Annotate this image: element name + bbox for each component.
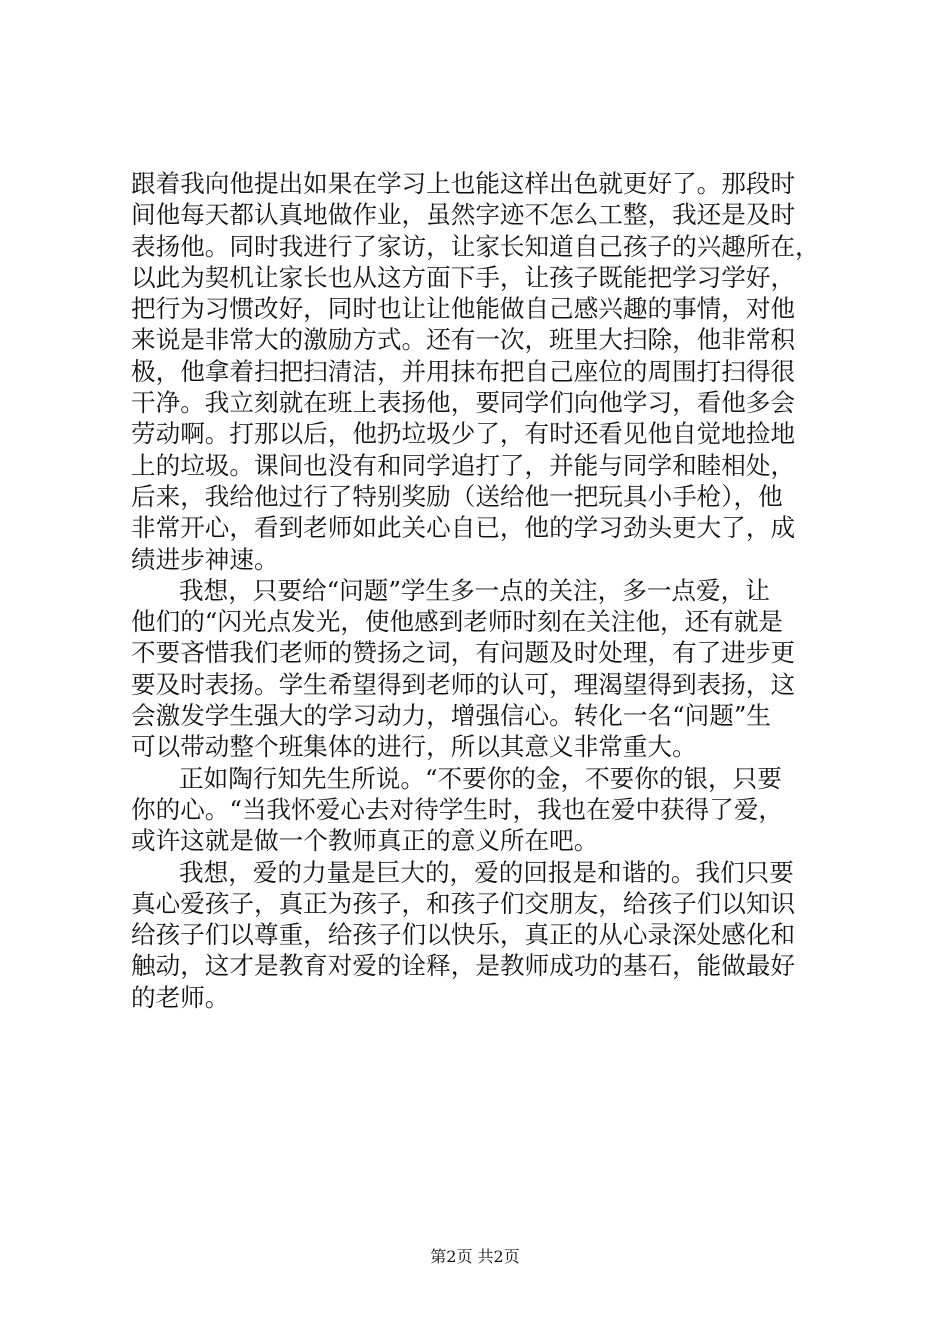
text-line: 跟着我向他提出如果在学习上也能这样出色就更好了。那段时: [131, 169, 796, 198]
text-line: 不要吝惜我们老师的赞扬之词，有问题及时处理，有了进步更: [131, 638, 796, 668]
text-line: 或许这就是做一个教师真正的意义所在吧。: [131, 826, 599, 856]
text-line: 来说是非常大的激励方式。还有一次，班里大扫除，他非常积: [131, 325, 796, 355]
body-text: [131, 168, 831, 1013]
text-line: 触动，这才是教育对爱的诠释，是教师成功的基石，能做最好: [131, 951, 796, 981]
text-line: 劳动啊。打那以后，他扔垃圾少了，有时还看见他自觉地捡地: [131, 419, 796, 449]
paragraph-start-line: 正如陶行知先生所说。“不要你的金，不要你的银，只要: [179, 763, 782, 793]
text-line: 把行为习惯改好，同时也让让他能做自己感兴趣的事情，对他: [131, 294, 796, 324]
text-line: 上的垃圾。课间也没有和同学追打了，并能与同学和睦相处，: [131, 450, 796, 480]
text-line: 以此为契机让家长也从这方面下手，让孩子既能把学习学好，: [131, 262, 796, 292]
text-line: 干净。我立刻就在班上表扬他，要同学们向他学习，看他多会: [131, 388, 796, 418]
text-line: 会激发学生强大的学习动力，增强信心。转化一名“问题”生: [131, 701, 771, 731]
page-number-footer: 第2页 共2页: [430, 1247, 520, 1266]
text-line: 真心爱孩子，真正为孩子，和孩子们交朋友，给孩子们以知识: [131, 888, 796, 918]
text-line: 极，他拿着扫把扫清洁，并用抹布把自己座位的周围打扫得很: [131, 356, 796, 386]
paragraph-start-line: 我想，只要给“问题”学生多一点的关注，多一点爱，让: [179, 575, 770, 605]
text-line: 非常开心，看到老师如此关心自已，他的学习劲头更大了，成: [131, 513, 796, 543]
text-line: 要及时表扬。学生希望得到老师的认可，理渴望得到表扬，这: [131, 669, 796, 699]
text-line: 后来，我给他过行了特别奖励（送给他一把玩具小手枪），他: [131, 481, 783, 511]
paragraph-start-line: 我想，爱的力量是巨大的，爱的回报是和谐的。我们只要: [179, 857, 794, 887]
text-line: 间他每天都认真地做作业，虽然字迹不怎么工整，我还是及时: [131, 200, 796, 230]
text-line: 可以带动整个班集体的进行，所以其意义非常重大。: [131, 732, 697, 762]
text-line: 给孩子们以尊重，给孩子们以快乐，真正的从心录深处感化和: [131, 920, 796, 950]
text-line: 绩进步神速。: [131, 544, 279, 574]
text-line: 他们的“闪光点发光，使他感到老师时刻在关注他，还有就是: [131, 607, 784, 637]
text-line: 的老师。: [131, 982, 230, 1012]
text-line: 表扬他。同时我进行了家访，让家长知道自己孩子的兴趣所在，: [131, 231, 820, 261]
text-line: 你的心。“当我怀爱心去对待学生时，我也在爱中获得了爱，: [131, 794, 784, 824]
